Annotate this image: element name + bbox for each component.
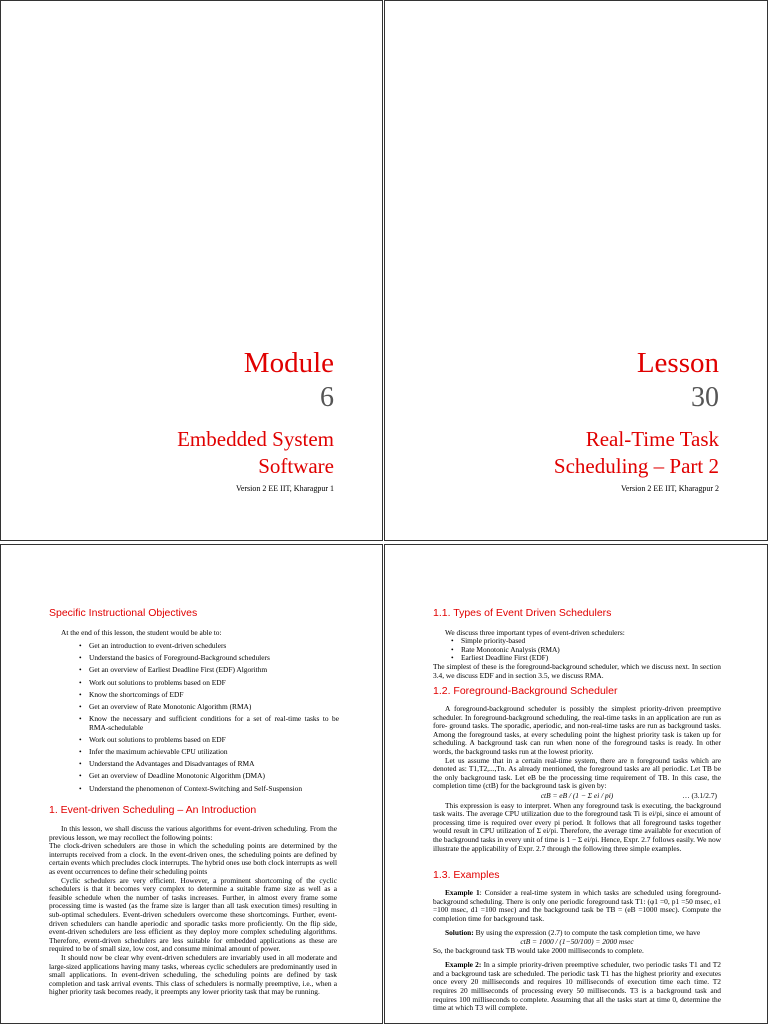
page-1: [0, 0, 383, 541]
types-intro: We discuss three important types of event-driven schedulers:: [445, 628, 625, 637]
fb-body: [433, 705, 721, 853]
types-outro: The simplest of these is the foreground-background scheduler, which we discuss next. In section 3.4, we discuss EDF and in section 3.5, we discuss RMA.: [433, 662, 721, 680]
page-3: [0, 544, 383, 1024]
lesson-subtitle-line1: Real-Time Task: [585, 427, 719, 451]
paragraph: A foreground-background scheduler is possibly the simplest priority-driven preemptive scheduler. In foreground-background scheduling, the real-time tasks in an application are run as fore- ground tasks. The sporadic, aperiodic, and non-real-time tasks are run as background tasks. Among the foreground tasks, at every scheduling point the highest priority task is taken up for scheduling. A background task can run when none of the foreground tasks is ready. In other words, the background tasks run at the lowest priority.: [433, 704, 721, 756]
section-1-1-heading: 1.1. Types of Event Driven Schedulers: [433, 607, 612, 619]
list-item: • Infer the maximum achievable CPU utilization: [77, 748, 339, 757]
equation: ctB = 1000 / (1−50/100) = 2000 msec: [520, 936, 634, 946]
section-1-2-heading: 1.2. Foreground-Background Scheduler: [433, 685, 618, 697]
section1-body: [49, 825, 337, 997]
list-item: • Know the necessary and sufficient conditions for a set of real-time tasks to be RMA-schedulable: [77, 715, 339, 732]
section1-heading: 1. Event-driven Scheduling – An Introduction: [49, 804, 257, 816]
paragraph: Example 1: Consider a real-time system in which tasks are scheduled using foreground-background scheduling. There is only one periodic foreground task T1: (φ1 =0, p1 =50 msec, e1 =100 msec, d1 =100 msec) and the background task be TB = (eB =1000 msec). Compute the completion time for background task.: [433, 888, 721, 923]
page-footer: Version 2 EE IIT, Kharagpur 2: [620, 484, 719, 493]
list-item: • Work out solutions to problems based on EDF: [77, 679, 339, 688]
equation-number: … (3.1/2.7): [682, 790, 717, 800]
solution-label: Solution:: [445, 928, 474, 938]
objectives-intro: At the end of this lesson, the student would be able to:: [61, 628, 222, 637]
paragraph: So, the background task TB would take 2000 milliseconds to complete.: [433, 945, 644, 955]
list-item: • Get an overview of Rate Monotonic Algorithm (RMA): [77, 703, 339, 712]
types-list: [449, 637, 719, 663]
list-item: • Understand the Advantages and Disadvantages of RMA: [77, 760, 339, 769]
list-item: • Know the shortcomings of EDF: [77, 691, 339, 700]
lesson-subtitle-line2: Scheduling – Part 2: [553, 454, 719, 478]
module-title: Module: [243, 347, 334, 379]
module-subtitle-line1: Embedded System: [177, 427, 334, 451]
paragraph: Example 2: In a simple priority-driven preemptive scheduler, two periodic tasks T1 and T2 and a background task are scheduled. The periodic task T1 has the highest priority and executes once every 20 milliseconds and requires 10 milliseconds of execution time each time. T2 requires 20 milliseconds of processing every 50 milliseconds. T3 is a background task and requires 100 milliseconds to complete. Assuming that all the tasks start at time 0, determine the time at which T3 will complete.: [433, 960, 721, 1013]
list-item: • Understand the basics of Foreground-Background schedulers: [77, 654, 339, 663]
paragraph: Let us assume that in a certain real-time system, there are n foreground tasks which are denoted as: T1,T2,...,Tn. As already mentioned, the foreground tasks are all periodic. Let TB be the only background task. Let eB be the processing time requirement of TB. In this case, the completion time (ctB) for the background task is given by:: [433, 755, 721, 791]
equation-text: ctB = eB / (1 − Σ ei / pi): [540, 790, 614, 800]
example-label: Example 2:: [445, 960, 482, 970]
page-footer: Version 2 EE IIT, Kharagpur 1: [235, 484, 334, 493]
paragraph: In this lesson, we shall discuss the various algorithms for event-driven scheduling. From the previous lesson, we may recollect the following points:: [49, 824, 337, 842]
list-item: • Simple priority-based: [449, 637, 719, 646]
list-item: • Work out solutions to problems based on EDF: [77, 736, 339, 745]
equation: [433, 792, 721, 801]
module-subtitle-line2: Software: [258, 454, 334, 478]
lesson-title: Lesson: [636, 347, 719, 379]
list-item: • Understand the phenomenon of Context-Switching and Self-Suspension: [77, 785, 339, 794]
objectives-list: [77, 642, 339, 797]
list-item: • Get an overview of Earliest Deadline First (EDF) Algorithm: [77, 666, 339, 675]
page-4: [384, 544, 768, 1024]
module-number: 6: [320, 382, 334, 413]
example-label: Example 1: [445, 888, 480, 897]
paragraph: Solution: By using the expression (2.7) to compute the task completion time, we have: [445, 928, 701, 938]
list-item: • Get an introduction to event-driven schedulers: [77, 642, 339, 651]
list-item: • Get an overview of Deadline Monotonic Algorithm (DMA): [77, 772, 339, 781]
examples-body: [433, 889, 721, 1013]
paragraph: Cyclic schedulers are very efficient. However, a prominent shortcoming of the cyclic schedulers is that it becomes very complex to determine a suitable frame size as well as a feasible schedule when the number of tasks increases. Further, in almost every frame some processing time is wasted (as the frame size is larger than all task execution times) resulting in sub-optimal schedulers. Event-driven schedulers overcome these shortcomings. Further, event-driven schedulers can handle aperiodic and sporadic tasks more proficiently. On the flip side, event-driven schedulers are less efficient as they deploy more complex scheduling algorithms. Therefore, event-driven schedulers are less suitable for embedded applications as these are required to be of small size, low cost, and consume minimal amount of power.: [49, 875, 337, 954]
paragraph: This expression is easy to interpret. When any foreground task is executing, the background task waits. The average CPU utilization due to the foreground task Ti is ei/pi, since ei amount of processing time is required over every pi period. It follows that all foreground tasks together would result in CPU utilization of Σ ei/pi. Therefore, the average time available for execution of the background tasks in every unit of time is 1 − Σ ei/pi. Hence, Expr. 2.7 follows easily. We now illustrate the applicability of Expr. 2.7 through the following three simple examples.: [433, 800, 721, 853]
page-2: [384, 0, 768, 541]
paragraph: It should now be clear why event-driven schedulers are invariably used in all moderate and large-sized applications having many tasks, whereas cyclic schedulers are predominantly used in small applications. In event-driven scheduling, the scheduling points are defined by task completion and task arrival events. This class of schedulers is normally preemptive, i.e., when a higher priority task becomes ready, it preempts any lower priority task that may be running.: [49, 952, 337, 997]
list-item: • Earliest Deadline First (EDF): [449, 654, 719, 663]
paragraph: The clock-driven schedulers are those in which the scheduling points are determined by the interrupts received from a clock. In the event-driven ones, the scheduling points are defined by certain events which precludes clock interrupts. The hybrid ones use both clock interrupts as well as event occurrences to define their scheduling points: [49, 841, 337, 876]
list-item: • Rate Monotonic Analysis (RMA): [449, 646, 719, 655]
objectives-heading: Specific Instructional Objectives: [49, 607, 198, 619]
lesson-number: 30: [691, 382, 719, 413]
section-1-3-heading: 1.3. Examples: [433, 869, 500, 881]
